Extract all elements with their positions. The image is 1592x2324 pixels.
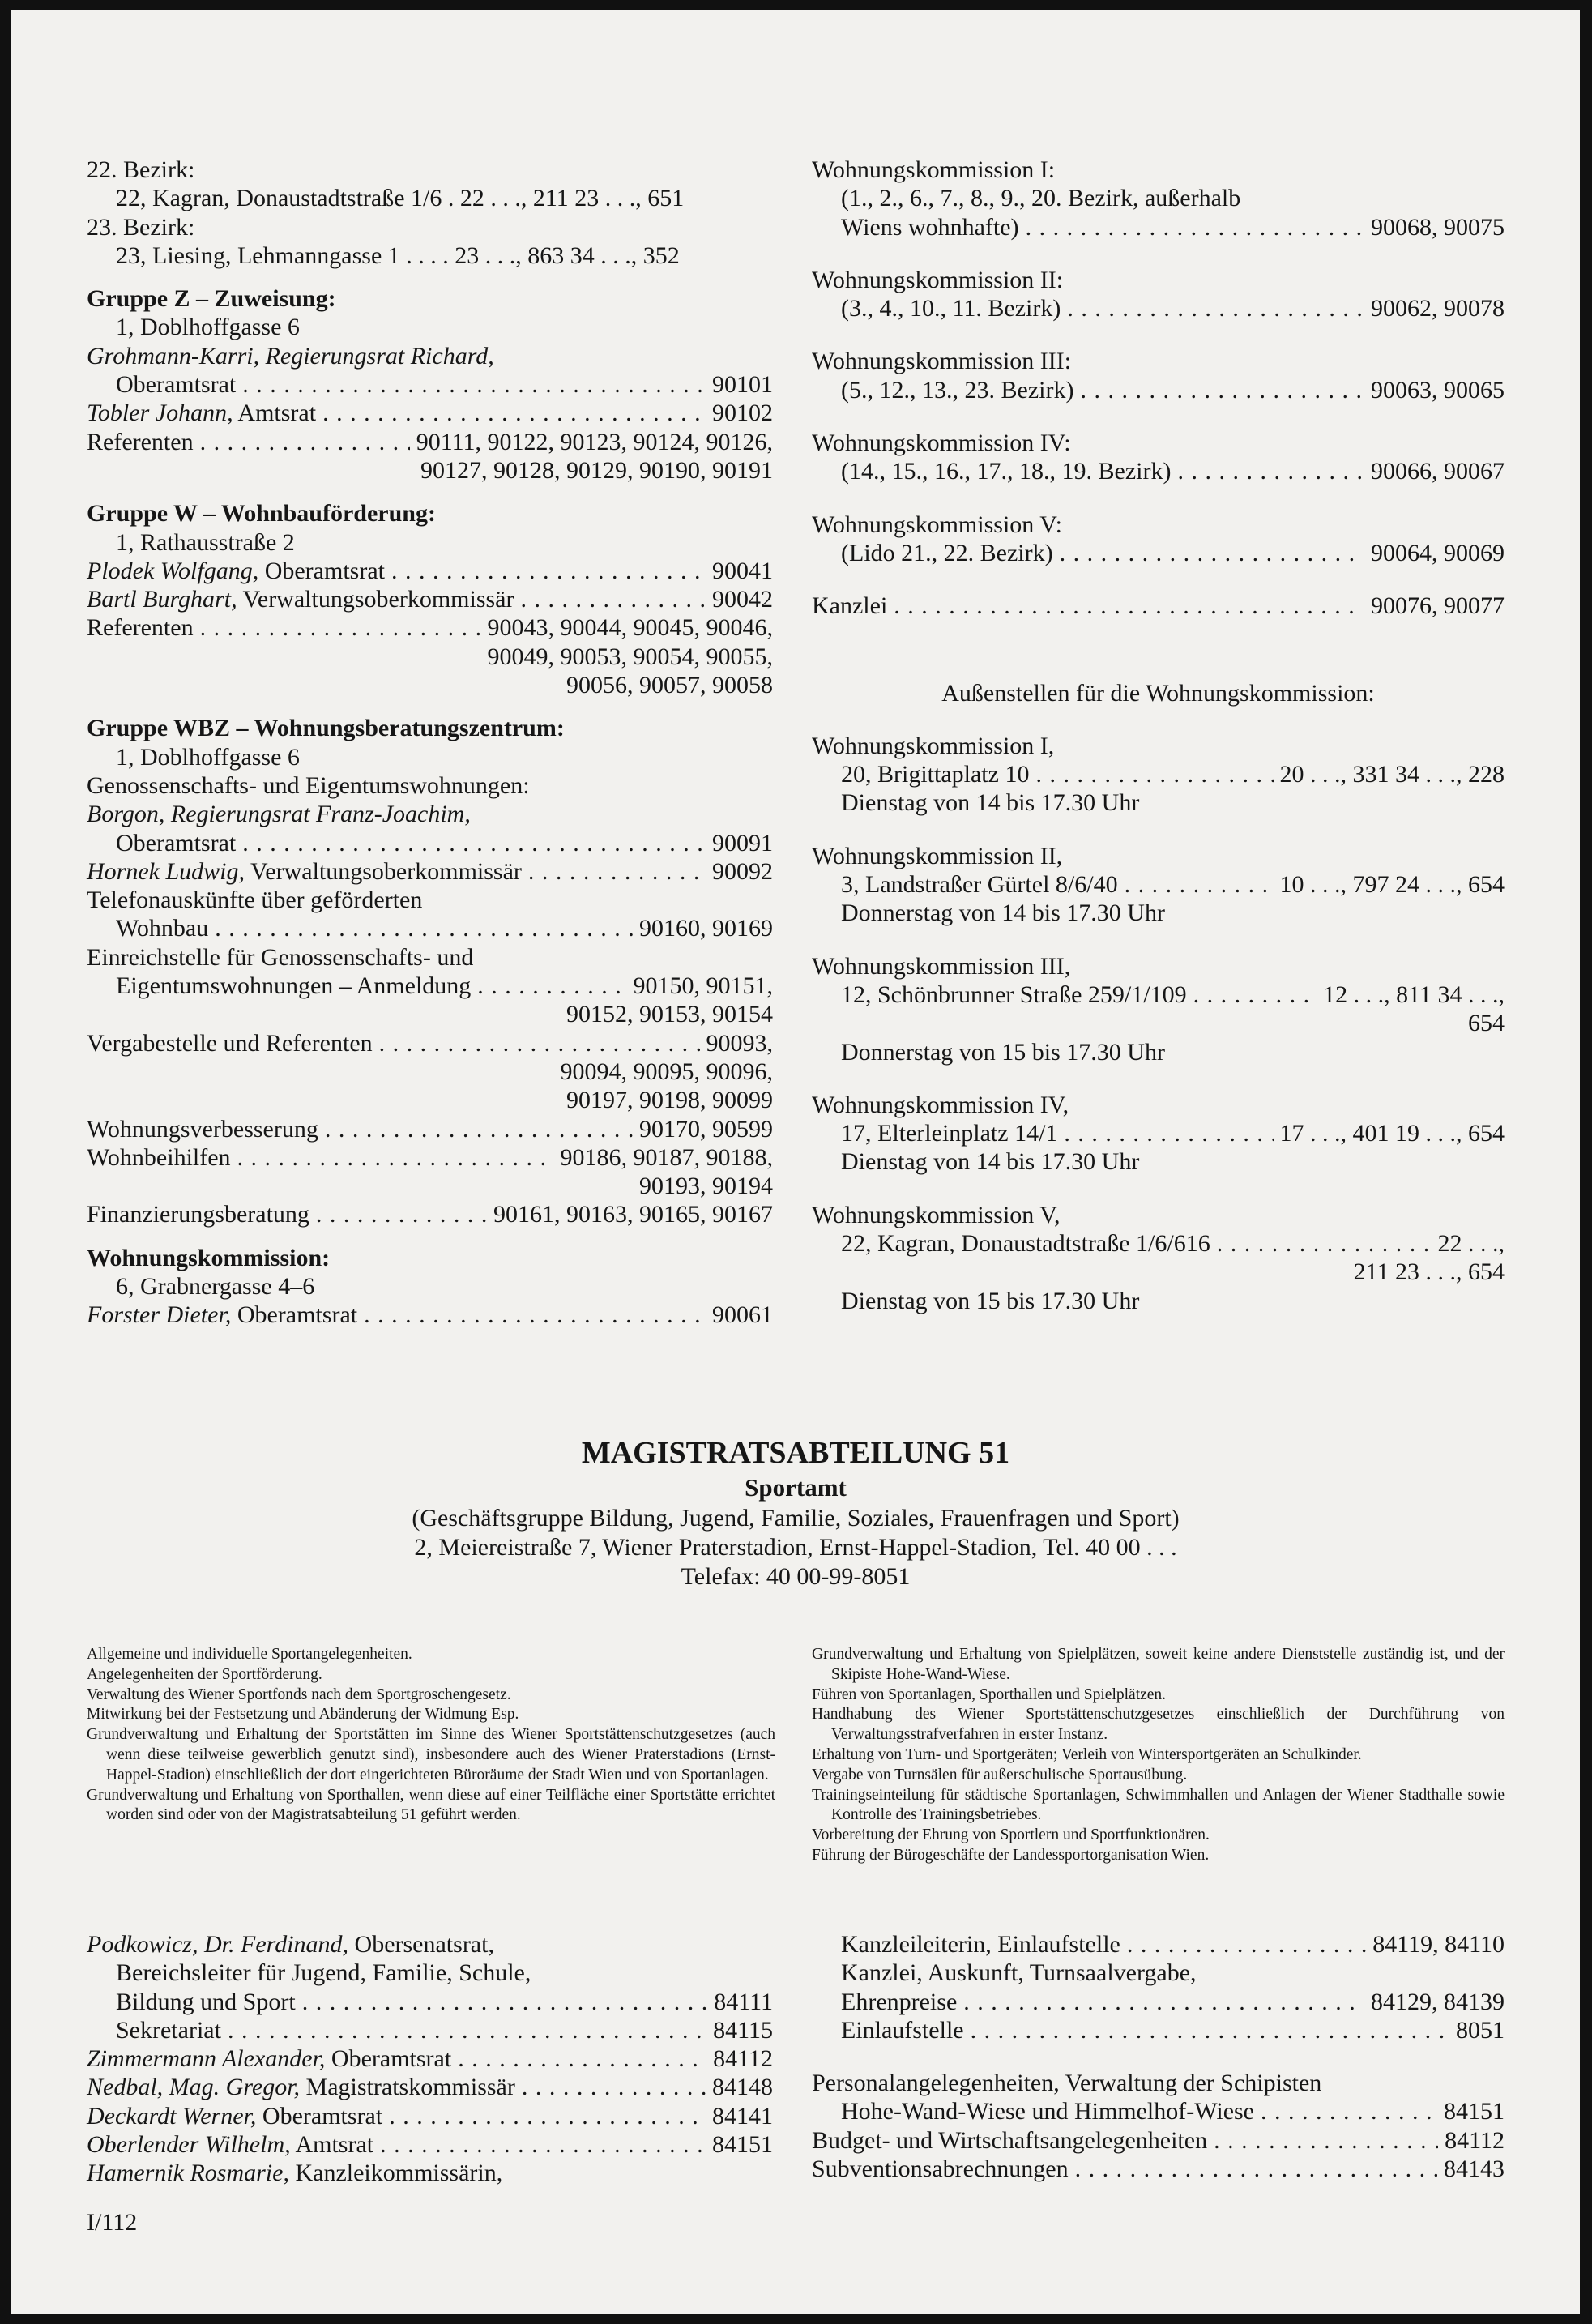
duty-item: Handhabung des Wiener Sportstättenschutzgesetzes einschließlich der Durchführung von Verwaltungsstrafverfahren in erster Instanz. [812, 1706, 1505, 1744]
budget-line: Budget- und Wirtschaftsangelegenheiten . . . 84112 [812, 2126, 1505, 2155]
duty-item: Angelegenheiten der Sportförderung. [87, 1665, 322, 1683]
branch-1-title: Wohnungskommission I, [812, 732, 1055, 759]
duty-item: Trainingseinteilung für städtische Sportanlagen, Schwimmhallen und Anlagen der Wiener Stadthalle sowie Kontrolle des Trainingsbetriebes. [812, 1786, 1505, 1824]
group-z-referents-cont: 90127, 90128, 90129, 90190, 90191 [420, 456, 773, 484]
staff-right [812, 1930, 1505, 2183]
group-wbz-person-1-name: Borgon, Regierungsrat Franz-Joachim, [87, 801, 471, 828]
allocation-office-cont-1: 90094, 90095, 90096, [560, 1057, 773, 1085]
financing-advice-line: Finanzierungsberatung . . . 90161, 90163, 90165, 90167 [87, 1200, 773, 1228]
personnel-line-1: Personalangelegenheiten, Verwaltung der Schipisten [812, 2070, 1322, 2097]
office-head-line: Kanzleileiterin, Einlaufstelle . . . 84119, 84110 [812, 1930, 1505, 1959]
page-number: I/112 [87, 2209, 138, 2236]
branch-1-address-line: 20, Brigittaplatz 10 . . . 20 . . ., 331 34 . . ., 228 [812, 760, 1505, 788]
intake-line: Einlaufstelle . . . 8051 [812, 2016, 1505, 2044]
office-phone-line: Kanzlei . . . 90076, 90077 [812, 592, 1505, 620]
group-wbz-address: 1, Doblhoffgasse 6 [116, 743, 300, 771]
phone-extension: 90102 [712, 399, 773, 427]
district-22-title: 22. Bezirk: [87, 156, 195, 183]
submission-office-line-1: Einreichstelle für Genossenschafts- und [87, 943, 474, 971]
branch-offices-heading: Außenstellen für die Wohnungskommission: [941, 679, 1375, 707]
district-23-title: 23. Bezirk: [87, 213, 195, 241]
branch-5-hours: Dienstag von 15 bis 17.30 Uhr [841, 1287, 1140, 1314]
commission-1-title: Wohnungskommission I: [812, 156, 1056, 183]
department-header [11, 1434, 1580, 1591]
branch-2-address-line: 3, Landstraßer Gürtel 8/6/40 . . . 10 . . ., 797 24 . . ., 654 [812, 870, 1505, 899]
duty-item: Grundverwaltung und Erhaltung von Sporthallen, wenn diese auf einer Teilfläche einer Sportstätte errichtet worden sind oder von der Magistratsabteilung 51 geführt werden. [87, 1786, 775, 1824]
commission-3-phone-line: (5., 12., 13., 23. Bezirk) . . . 90063, 90065 [812, 376, 1505, 404]
group-wbz-person-2-line: Hornek Ludwig, Verwaltungsoberkommissär . . . 90092 [87, 857, 773, 886]
branch-4-address-line: 17, Elterleinplatz 14/1 . . . 17 . . ., 401 19 . . ., 654 [812, 1119, 1505, 1147]
staff-person-line: Oberlender Wilhelm, Amtsrat . . . 84151 [87, 2130, 773, 2159]
group-wbz-person-1-line: Oberamtsrat . . . 90091 [87, 829, 773, 857]
commission-2-title: Wohnungskommission II: [812, 266, 1064, 293]
department-fax: Telefax: 40 00-99-8051 [681, 1563, 911, 1590]
subsidy-line: Subventionsabrechnungen . . . 84143 [812, 2155, 1505, 2183]
department-subtitle: Sportamt [745, 1473, 847, 1502]
staff-head-line-2: Bereichsleiter für Jugend, Familie, Schule, [116, 1959, 531, 1987]
housing-commission-heading: Wohnungskommission: [87, 1244, 331, 1271]
group-z-heading: Gruppe Z – Zuweisung: [87, 285, 336, 313]
group-z-person-2-line: Tobler Johann, Amtsrat . . . 90102 [87, 399, 773, 427]
personnel-line-2: Hohe-Wand-Wiese und Himmelhof-Wiese . . . 84151 [812, 2097, 1505, 2125]
department-group: (Geschäftsgruppe Bildung, Jugend, Familie, Soziales, Frauenfragen und Sport) [412, 1505, 1180, 1532]
branch-3-phone-cont: 654 [1468, 1010, 1505, 1037]
branch-3-title: Wohnungskommission III, [812, 952, 1071, 980]
branch-2-hours: Donnerstag von 14 bis 17.30 Uhr [841, 899, 1165, 927]
left-column [87, 156, 773, 1330]
branch-4-hours: Dienstag von 14 bis 17.30 Uhr [841, 1148, 1140, 1176]
staff-head-line-1: Podkowicz, Dr. Ferdinand, Obersenatsrat, [87, 1931, 494, 1958]
commission-4-title: Wohnungskommission IV: [812, 429, 1071, 457]
group-z-address: 1, Doblhoffgasse 6 [116, 314, 300, 341]
commission-1-districts: (1., 2., 6., 7., 8., 9., 20. Bezirk, außerhalb [841, 185, 1241, 212]
duty-item: Grundverwaltung und Erhaltung der Sportstätten im Sinne des Wiener Sportstättenschutzgesetzes (auch wenn diese teilweise gewerblich genutzt sind), insbesondere auch des Wiener Praterstadions (Ernst-Happel-Stadion) einschließlich der dort eingerichteten Büroräume der Stadt Wien und von Sportanlagen. [87, 1726, 775, 1784]
staff-person-line: Hamernik Rosmarie, Kanzleikommissärin, [87, 2160, 503, 2187]
duties-left [87, 1645, 775, 1826]
group-w-referents-line: Referenten . . . 90043, 90044, 90045, 90046, [87, 613, 773, 642]
duty-item: Vorbereitung der Ehrung von Sportlern und Sportfunktionären. [812, 1826, 1210, 1844]
commission-3-title: Wohnungskommission III: [812, 348, 1072, 375]
group-w-person-1-line: Plodek Wolfgang, Oberamtsrat . . . 90041 [87, 557, 773, 585]
staff-person-line: Deckardt Werner, Oberamtsrat . . . 84141 [87, 2102, 773, 2130]
branch-4-title: Wohnungskommission IV, [812, 1091, 1069, 1118]
allocation-office-line: Vergabestelle und Referenten . . . 90093, [87, 1029, 773, 1057]
group-z-referents-line: Referenten . . . 90111, 90122, 90123, 90124, 90126, [87, 428, 773, 456]
group-w-heading: Gruppe W – Wohnbauförderung: [87, 500, 436, 528]
group-z-person-1-line: Oberamtsrat . . . 90101 [87, 370, 773, 399]
branch-5-title: Wohnungskommission V, [812, 1201, 1061, 1228]
branch-1-hours: Dienstag von 14 bis 17.30 Uhr [841, 789, 1140, 817]
allocation-office-cont-2: 90197, 90198, 90099 [566, 1087, 773, 1114]
commission-5-title: Wohnungskommission V: [812, 511, 1063, 538]
branch-3-hours: Donnerstag von 15 bis 17.30 Uhr [841, 1038, 1165, 1066]
group-wbz-subheading: Genossenschafts- und Eigentumswohnungen: [87, 771, 530, 799]
staff-person-line: Nedbal, Mag. Gregor, Magistratskommissär . . . 84148 [87, 2073, 773, 2101]
group-z-person-1-name: Grohmann-Karri, Regierungsrat Richard, [87, 342, 494, 370]
document-page [11, 10, 1580, 2314]
branch-3-address-line: 12, Schönbrunner Straße 259/1/109 . . . 12 . . ., 811 34 . . ., [812, 980, 1505, 1009]
duty-item: Führung der Bürogeschäfte der Landessportorganisation Wien. [812, 1846, 1210, 1864]
district-23-address: 23, Liesing, Lehmanngasse 1 . . . . 23 . . ., 863 34 . . ., 352 [116, 241, 680, 269]
staff-left [87, 1930, 773, 2188]
housing-allowance-line: Wohnbeihilfen . . . 90186, 90187, 90188, [87, 1143, 773, 1172]
department-title: MAGISTRATSABTEILUNG 51 [581, 1436, 1010, 1470]
right-column [812, 156, 1505, 1315]
commission-2-phone-line: (3., 4., 10., 11. Bezirk) . . . 90062, 90078 [812, 294, 1505, 323]
branch-5-address-line: 22, Kagran, Donaustadtstraße 1/6/616 . . . 22 . . ., [812, 1229, 1505, 1258]
submission-office-line-2: Eigentumswohnungen – Anmeldung . . . 90150, 90151, [87, 972, 773, 1000]
duty-item: Vergabe von Turnsälen für außerschulische Sportausübung. [812, 1766, 1188, 1784]
office-info-line: Kanzlei, Auskunft, Turnsaalvergabe, [841, 1959, 1197, 1987]
duty-item: Führen von Sportanlagen, Sporthallen und Spielplätzen. [812, 1685, 1167, 1703]
duties-right [812, 1645, 1505, 1866]
tel-info-line-2: Wohnbau . . . 90160, 90169 [87, 914, 773, 942]
housing-commission-person-line: Forster Dieter, Oberamtsrat . . . 90061 [87, 1301, 773, 1329]
group-w-address: 1, Rathausstraße 2 [116, 528, 295, 556]
branch-2-title: Wohnungskommission II, [812, 842, 1063, 869]
staff-person-line: Zimmermann Alexander, Oberamtsrat . . . 84112 [87, 2044, 773, 2073]
duty-item: Allgemeine und individuelle Sportangelegenheiten. [87, 1646, 412, 1663]
tel-info-line-1: Telefonauskünfte über geförderten [87, 886, 423, 914]
secretariat-line: Sekretariat . . . 84115 [87, 2016, 773, 2044]
district-22-address: 22, Kagran, Donaustadtstraße 1/6 . 22 . . ., 211 23 . . ., 651 [116, 185, 685, 212]
housing-improvement-line: Wohnungsverbesserung . . . 90170, 90599 [87, 1115, 773, 1143]
group-wbz-heading: Gruppe WBZ – Wohnungsberatungszentrum: [87, 715, 565, 742]
group-w-person-2-line: Bartl Burghart, Verwaltungsoberkommissär . . . 90042 [87, 585, 773, 613]
housing-allowance-cont: 90193, 90194 [639, 1173, 773, 1200]
duty-item: Mitwirkung bei der Festsetzung und Abänderung der Widmung Esp. [87, 1706, 519, 1724]
department-address: 2, Meiereistraße 7, Wiener Praterstadion, Ernst-Happel-Stadion, Tel. 40 00 . . . [414, 1534, 1177, 1561]
phone-extension: 90101 [712, 371, 773, 399]
commission-4-phone-line: (14., 15., 16., 17., 18., 19. Bezirk) . . . 90066, 90067 [812, 457, 1505, 485]
submission-office-cont: 90152, 90153, 90154 [566, 1001, 773, 1028]
staff-head-line-3: Bildung und Sport . . . 84111 [87, 1988, 773, 2016]
duty-item: Grundverwaltung und Erhaltung von Spielplätzen, soweit keine andere Dienststelle zuständig ist, und der Skipiste Hohe-Wand-Wiese. [812, 1646, 1505, 1683]
group-w-referents-cont-1: 90049, 90053, 90054, 90055, [487, 643, 773, 670]
branch-5-phone-cont: 211 23 . . ., 654 [1353, 1258, 1505, 1286]
group-w-referents-cont-2: 90056, 90057, 90058 [566, 672, 773, 699]
duty-item: Verwaltung des Wiener Sportfonds nach dem Sportgroschengesetz. [87, 1685, 511, 1703]
honours-line: Ehrenpreise . . . 84129, 84139 [812, 1988, 1505, 2016]
commission-1-phone-line: Wiens wohnhafte) . . . 90068, 90075 [812, 213, 1505, 241]
housing-commission-address: 6, Grabnergasse 4–6 [116, 1272, 315, 1300]
duty-item: Erhaltung von Turn- und Sportgeräten; Verleih von Wintersportgeräten an Schulkinder. [812, 1745, 1362, 1763]
commission-5-phone-line: (Lido 21., 22. Bezirk) . . . 90064, 90069 [812, 539, 1505, 567]
